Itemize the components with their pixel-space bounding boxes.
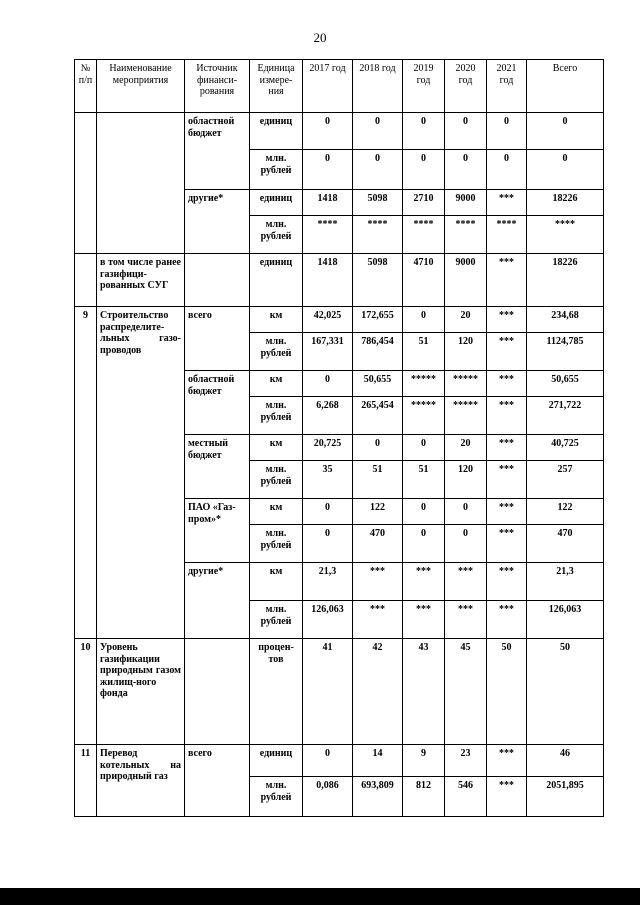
value-cell: 43 (403, 639, 445, 745)
value-cell: 51 (403, 333, 445, 371)
value-cell: 0 (527, 113, 604, 150)
value-cell: 470 (527, 525, 604, 563)
value-cell: 172,655 (353, 307, 403, 333)
unit-cell: млн. рублей (250, 525, 303, 563)
value-cell: 9000 (445, 254, 487, 307)
header-cell: 2021 год (487, 60, 527, 113)
value-cell: 0 (445, 150, 487, 190)
value-cell: 693,809 (353, 777, 403, 817)
name-cell: Перевод котельных на природный газ (97, 745, 185, 817)
value-cell: 4710 (403, 254, 445, 307)
value-cell: 42,025 (303, 307, 353, 333)
financing-table (74, 59, 604, 817)
value-cell: *** (487, 461, 527, 499)
value-cell: 9 (403, 745, 445, 777)
unit-cell: единиц (250, 113, 303, 150)
header-cell: Единица измере-ния (250, 60, 303, 113)
source-cell: областной бюджет (185, 371, 250, 435)
value-cell: ***** (445, 397, 487, 435)
value-cell: *** (487, 307, 527, 333)
value-cell: 50,655 (527, 371, 604, 397)
value-cell: 546 (445, 777, 487, 817)
table-row (75, 745, 604, 777)
value-cell: 45 (445, 639, 487, 745)
value-cell: 0 (303, 113, 353, 150)
value-cell: ***** (403, 371, 445, 397)
value-cell: 120 (445, 461, 487, 499)
unit-cell: единиц (250, 745, 303, 777)
value-cell: *** (487, 499, 527, 525)
value-cell: **** (445, 216, 487, 254)
value-cell: 46 (527, 745, 604, 777)
value-cell: 0,086 (303, 777, 353, 817)
table-row (75, 113, 604, 150)
value-cell: 1418 (303, 190, 353, 216)
value-cell: *** (403, 563, 445, 601)
source-cell: местный бюджет (185, 435, 250, 499)
value-cell: 0 (303, 745, 353, 777)
unit-cell: млн. рублей (250, 461, 303, 499)
unit-cell: млн. рублей (250, 150, 303, 190)
value-cell: 14 (353, 745, 403, 777)
value-cell: 167,331 (303, 333, 353, 371)
num-cell: 11 (75, 745, 97, 817)
value-cell: *** (487, 397, 527, 435)
unit-cell: млн. рублей (250, 777, 303, 817)
value-cell: 0 (403, 150, 445, 190)
unit-cell: процен-тов (250, 639, 303, 745)
value-cell: 50,655 (353, 371, 403, 397)
value-cell: 20 (445, 307, 487, 333)
value-cell: 786,454 (353, 333, 403, 371)
value-cell: 50 (527, 639, 604, 745)
value-cell: 120 (445, 333, 487, 371)
name-cell: в том числе ранее газифици-рованных СУГ (97, 254, 185, 307)
value-cell: 234,68 (527, 307, 604, 333)
value-cell: 23 (445, 745, 487, 777)
value-cell: 0 (303, 499, 353, 525)
value-cell: 0 (353, 113, 403, 150)
header-cell: № п/п (75, 60, 97, 113)
page-number: 20 (313, 30, 327, 45)
value-cell: 122 (353, 499, 403, 525)
table-row (75, 254, 604, 307)
name-cell: Строительство распределите-льных газо-проводов (97, 307, 185, 639)
value-cell: *** (487, 190, 527, 216)
scan-border-bar (0, 888, 640, 905)
value-cell: *** (445, 563, 487, 601)
num-cell: 10 (75, 639, 97, 745)
value-cell: **** (303, 216, 353, 254)
value-cell: **** (487, 216, 527, 254)
value-cell: 5098 (353, 190, 403, 216)
source-cell: другие* (185, 563, 250, 639)
name-cell (97, 113, 185, 254)
value-cell: 5098 (353, 254, 403, 307)
value-cell: 0 (487, 113, 527, 150)
value-cell: 21,3 (303, 563, 353, 601)
source-cell (185, 254, 250, 307)
value-cell: 1124,785 (527, 333, 604, 371)
value-cell: 812 (403, 777, 445, 817)
value-cell: *** (487, 435, 527, 461)
value-cell: *** (487, 777, 527, 817)
value-cell: 0 (487, 150, 527, 190)
value-cell: 0 (403, 113, 445, 150)
value-cell: 0 (403, 525, 445, 563)
value-cell: 257 (527, 461, 604, 499)
value-cell: **** (527, 216, 604, 254)
value-cell: *** (487, 254, 527, 307)
table-row (75, 639, 604, 745)
value-cell: *** (487, 371, 527, 397)
value-cell: 0 (303, 525, 353, 563)
value-cell: 0 (527, 150, 604, 190)
source-cell: другие* (185, 190, 250, 254)
value-cell: 51 (353, 461, 403, 499)
value-cell: ***** (403, 397, 445, 435)
value-cell: 0 (403, 435, 445, 461)
value-cell: 2710 (403, 190, 445, 216)
value-cell: 470 (353, 525, 403, 563)
value-cell: ***** (445, 371, 487, 397)
unit-cell: км (250, 371, 303, 397)
value-cell: **** (353, 216, 403, 254)
value-cell: 122 (527, 499, 604, 525)
header-cell: Наименование мероприятия (97, 60, 185, 113)
value-cell: 126,063 (303, 601, 353, 639)
value-cell: 2051,895 (527, 777, 604, 817)
source-cell: областной бюджет (185, 113, 250, 190)
unit-cell: км (250, 499, 303, 525)
unit-cell: единиц (250, 190, 303, 216)
header-cell: 2020 год (445, 60, 487, 113)
value-cell: 126,063 (527, 601, 604, 639)
value-cell: *** (487, 525, 527, 563)
value-cell: *** (487, 333, 527, 371)
value-cell: 6,268 (303, 397, 353, 435)
value-cell: 18226 (527, 254, 604, 307)
value-cell: 271,722 (527, 397, 604, 435)
value-cell: 0 (403, 499, 445, 525)
header-row (75, 60, 604, 113)
source-cell (185, 639, 250, 745)
value-cell: 41 (303, 639, 353, 745)
num-cell (75, 254, 97, 307)
unit-cell: км (250, 563, 303, 601)
unit-cell: млн. рублей (250, 216, 303, 254)
source-cell: всего (185, 307, 250, 371)
header-cell: 2017 год (303, 60, 353, 113)
value-cell: **** (403, 216, 445, 254)
unit-cell: млн. рублей (250, 333, 303, 371)
unit-cell: млн. рублей (250, 397, 303, 435)
value-cell: 0 (353, 435, 403, 461)
table-row (75, 307, 604, 333)
value-cell: 1418 (303, 254, 353, 307)
value-cell: 20,725 (303, 435, 353, 461)
value-cell: 18226 (527, 190, 604, 216)
value-cell: 21,3 (527, 563, 604, 601)
value-cell: *** (487, 601, 527, 639)
source-cell: всего (185, 745, 250, 817)
value-cell: 42 (353, 639, 403, 745)
header-cell: 2019 год (403, 60, 445, 113)
value-cell: 0 (403, 307, 445, 333)
value-cell: 51 (403, 461, 445, 499)
value-cell: *** (353, 563, 403, 601)
value-cell: 40,725 (527, 435, 604, 461)
value-cell: *** (445, 601, 487, 639)
value-cell: 50 (487, 639, 527, 745)
value-cell: 9000 (445, 190, 487, 216)
header-cell: Источник финанси-рования (185, 60, 250, 113)
unit-cell: единиц (250, 254, 303, 307)
num-cell (75, 113, 97, 254)
unit-cell: км (250, 435, 303, 461)
value-cell: *** (353, 601, 403, 639)
value-cell: 0 (353, 150, 403, 190)
unit-cell: км (250, 307, 303, 333)
value-cell: 0 (303, 371, 353, 397)
value-cell: 0 (445, 499, 487, 525)
value-cell: 265,454 (353, 397, 403, 435)
name-cell: Уровень газификации природным газом жилищ-ного фонда (97, 639, 185, 745)
unit-cell: млн. рублей (250, 601, 303, 639)
value-cell: *** (487, 745, 527, 777)
value-cell: 0 (303, 150, 353, 190)
value-cell: 20 (445, 435, 487, 461)
header-cell: Всего (527, 60, 604, 113)
value-cell: 35 (303, 461, 353, 499)
header-cell: 2018 год (353, 60, 403, 113)
value-cell: *** (487, 563, 527, 601)
value-cell: *** (403, 601, 445, 639)
num-cell: 9 (75, 307, 97, 639)
value-cell: 0 (445, 113, 487, 150)
value-cell: 0 (445, 525, 487, 563)
source-cell: ПАО «Газ-пром»* (185, 499, 250, 563)
